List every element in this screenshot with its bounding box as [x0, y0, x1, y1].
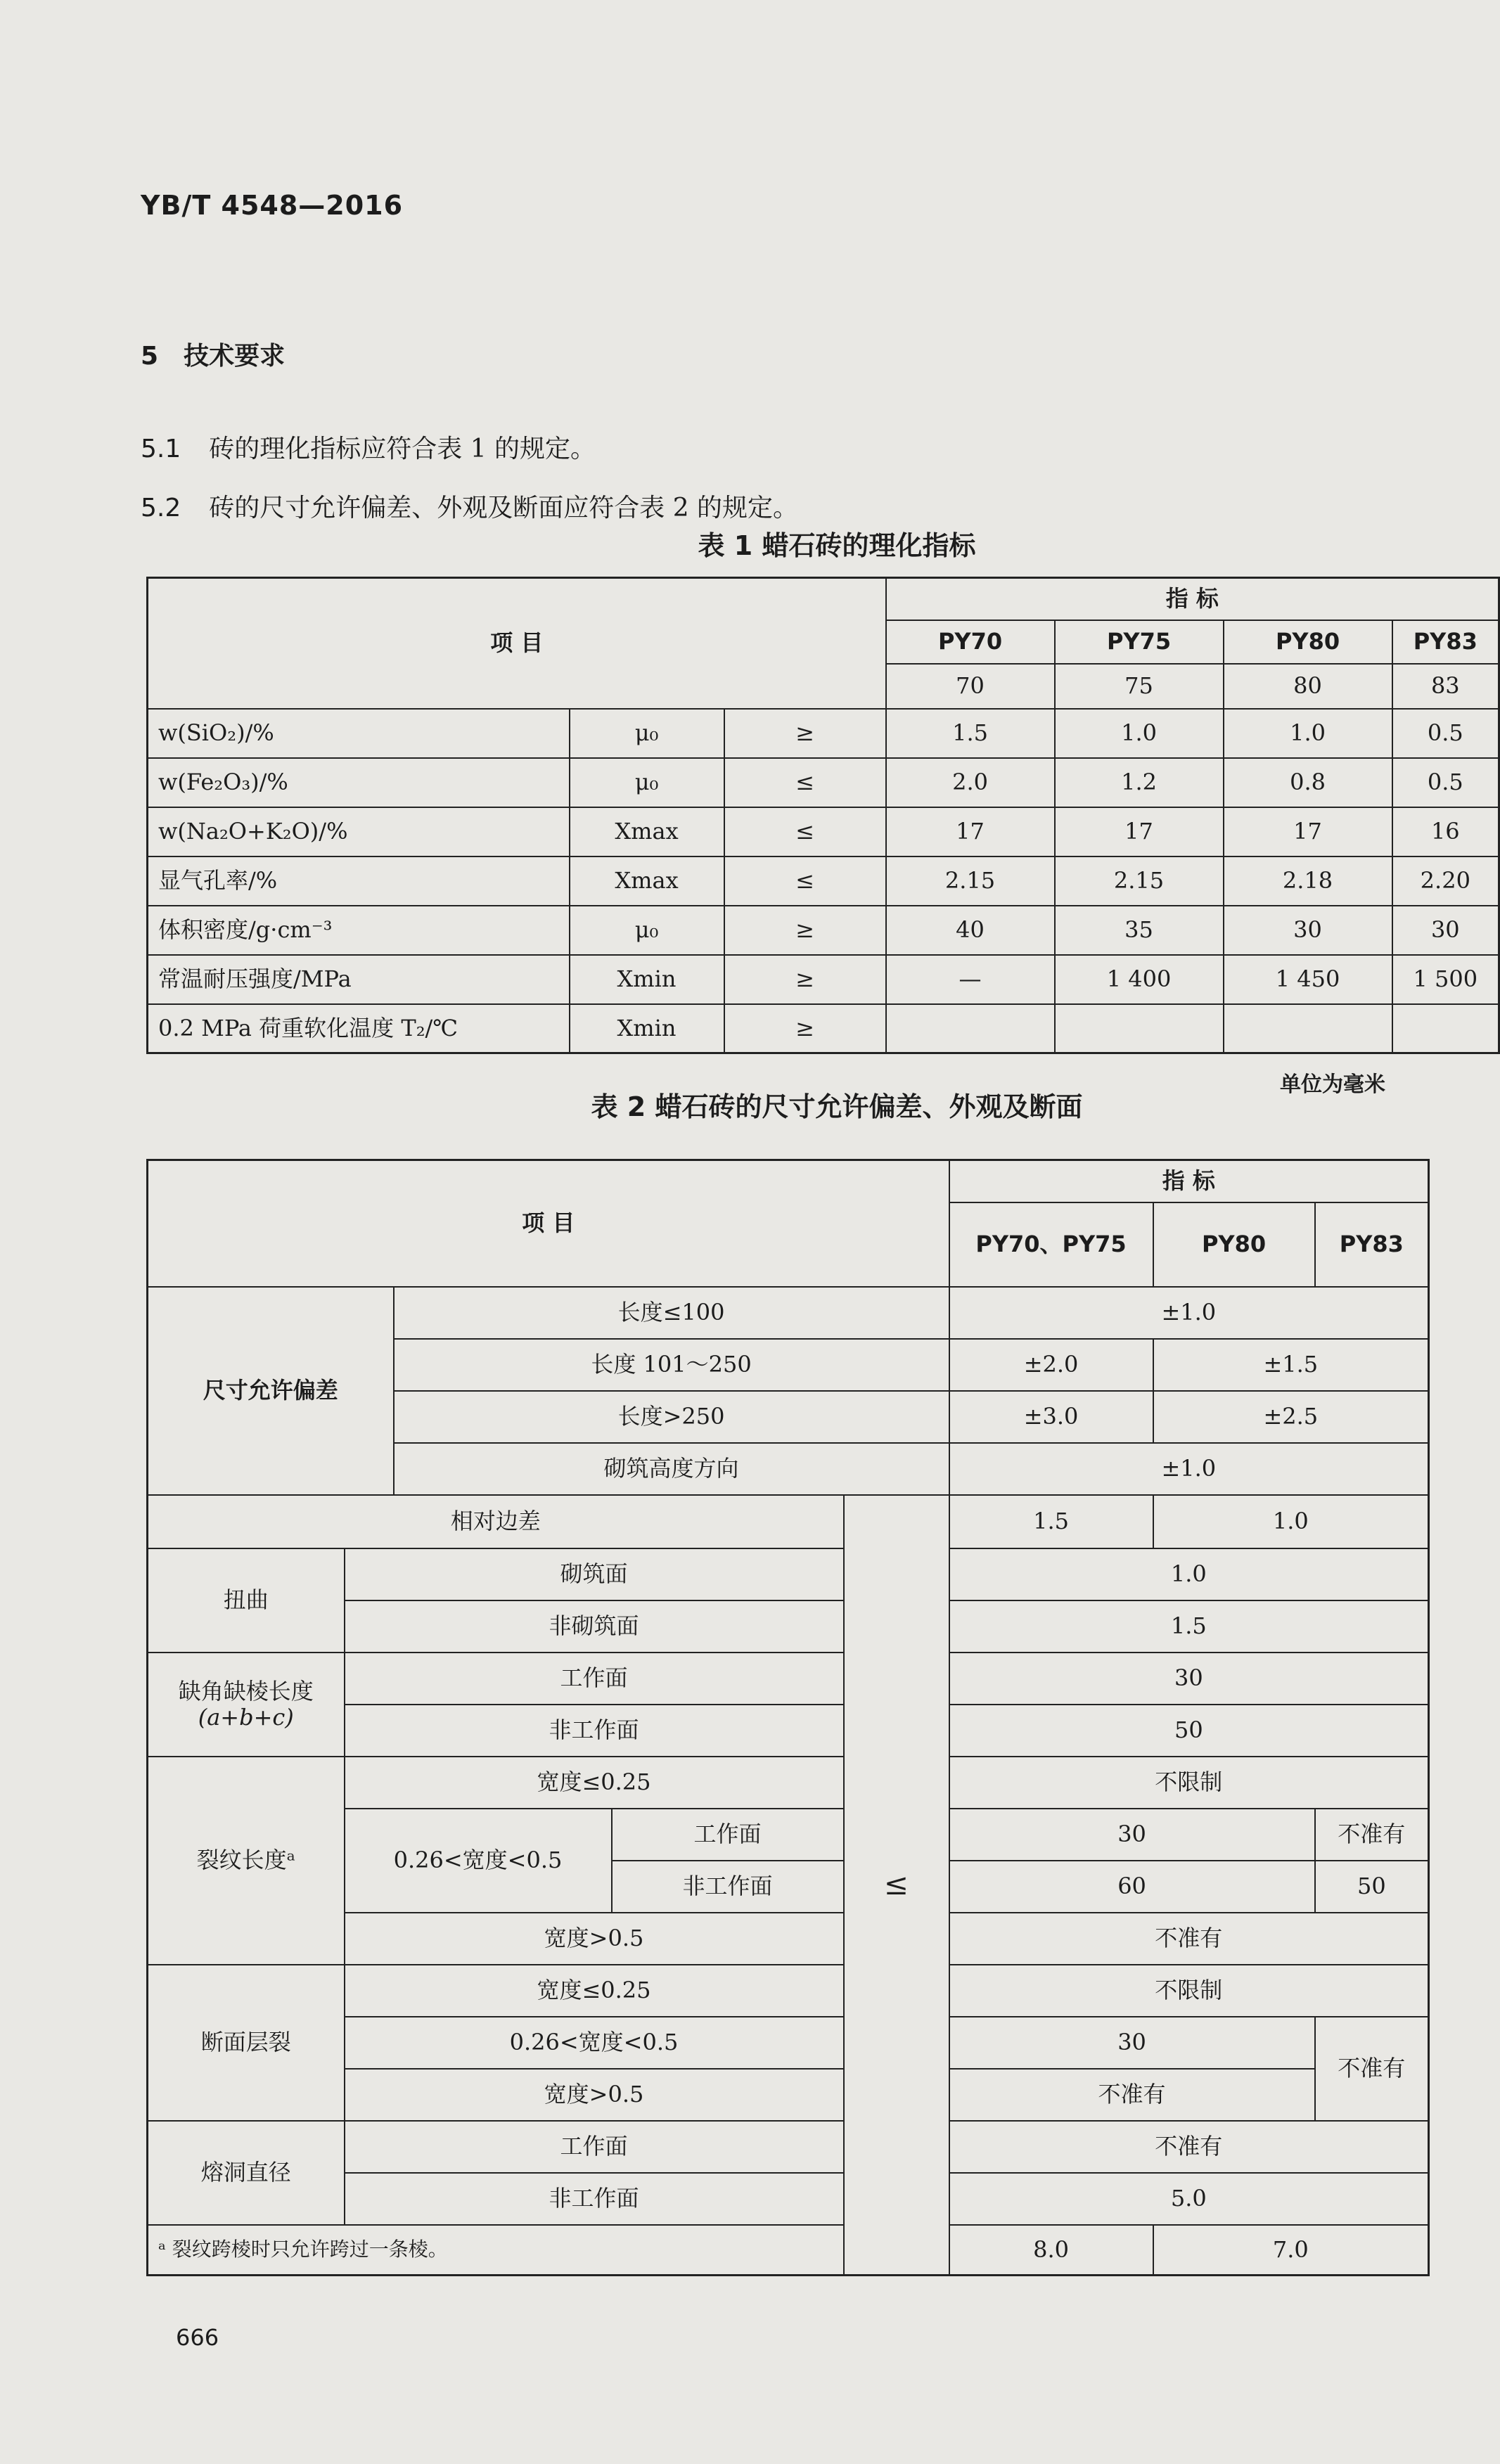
t1-cell: 1.5: [886, 709, 1055, 758]
t1-cell: 0.5: [1392, 709, 1499, 758]
page-number: 666: [176, 2324, 219, 2351]
t1-cell: 2.15: [886, 856, 1055, 906]
t2-value: 30: [949, 1809, 1315, 1861]
t2-value: ±2.0: [949, 1339, 1153, 1391]
t2-label: 相对边差: [148, 1495, 844, 1548]
t2-value: 5.0: [949, 2173, 1429, 2225]
t2-value: ±2.5: [1153, 1391, 1429, 1443]
t2-header-indicator: 指 标: [949, 1160, 1429, 1202]
t1-cell: [886, 1004, 1055, 1053]
table2-caption: 表 2 蜡石砖的尺寸允许偏差、外观及断面: [591, 1091, 1083, 1122]
t2-value: 50: [1315, 1861, 1429, 1913]
t1-item: 体积密度/g·cm⁻³: [148, 906, 570, 955]
t2-grade: PY70、PY75: [949, 1202, 1153, 1287]
t2-label: 工作面: [345, 1653, 844, 1705]
table-row: [148, 758, 1499, 807]
t2-value: 30: [949, 2017, 1315, 2069]
t1-cell: 2.0: [886, 758, 1055, 807]
t1-cell: 16: [1392, 807, 1499, 856]
t2-value: 1.0: [949, 1548, 1429, 1600]
t2-value: 不限制: [949, 1965, 1429, 2017]
table-row: [148, 709, 1499, 758]
table1-caption: 表 1 蜡石砖的理化指标: [698, 530, 976, 561]
t1-symbol: Xmin: [570, 955, 724, 1004]
table2-dimensions-appearance: [146, 1159, 1430, 2276]
t1-symbol: μ₀: [570, 709, 724, 758]
t2-value: ±1.5: [1153, 1339, 1429, 1391]
t2-label: 砌筑高度方向: [394, 1443, 949, 1495]
clause-text: 砖的理化指标应符合表 1 的规定。: [209, 435, 596, 463]
t1-item: w(SiO₂)/%: [148, 709, 570, 758]
t2-group-melt: 熔洞直径: [148, 2121, 345, 2225]
t2-label: 宽度≤0.25: [345, 1965, 844, 2017]
clause-number: 5.1: [141, 435, 181, 463]
t1-cell: 1.0: [1224, 709, 1392, 758]
t1-item: 常温耐压强度/MPa: [148, 955, 570, 1004]
t1-symbol: Xmax: [570, 807, 724, 856]
t1-item: 显气孔率/%: [148, 856, 570, 906]
t2-value: 不准有: [1315, 2017, 1429, 2121]
t1-relation: ≤: [724, 807, 886, 856]
t2-value: 不准有: [949, 2121, 1429, 2173]
t2-label: 非工作面: [345, 2173, 844, 2225]
t1-relation: ≤: [724, 856, 886, 906]
t1-item: w(Fe₂O₃)/%: [148, 758, 570, 807]
t1-cell: 40: [886, 906, 1055, 955]
t2-value: 1.5: [949, 1495, 1153, 1548]
t1-cell: 2.18: [1224, 856, 1392, 906]
t2-label: 工作面: [612, 1809, 844, 1861]
t2-value: 1.0: [1153, 1495, 1429, 1548]
t2-label: 工作面: [345, 2121, 844, 2173]
t2-label: 长度≤100: [394, 1287, 949, 1339]
table-row: [148, 955, 1499, 1004]
table-row: [148, 2225, 1429, 2276]
t2-value: 1.5: [949, 1600, 1429, 1653]
t1-cell: 2.20: [1392, 856, 1499, 906]
t1-symbol: μ₀: [570, 758, 724, 807]
t1-cell: 0.8: [1224, 758, 1392, 807]
t1-cell: 1.2: [1055, 758, 1224, 807]
t1-cell: 1 450: [1224, 955, 1392, 1004]
t1-cell: 75: [1055, 664, 1224, 709]
table-row: [148, 807, 1499, 856]
clause-5-2: [141, 488, 798, 524]
t1-cell: 80: [1224, 664, 1392, 709]
table-row: [148, 1757, 1429, 1809]
t1-cell: 0.5: [1392, 758, 1499, 807]
t1-cell: 2.15: [1055, 856, 1224, 906]
table-row: [148, 1287, 1429, 1339]
table-row: [148, 1548, 1429, 1600]
t2-relation: ≤: [844, 1495, 949, 2276]
t2-group-twist: 扭曲: [148, 1548, 345, 1653]
t2-label: 宽度>0.5: [345, 1913, 844, 1965]
t2-label: 长度 101～250: [394, 1339, 949, 1391]
t2-value: 不准有: [1315, 1809, 1429, 1861]
t1-cell: 70: [886, 664, 1055, 709]
t1-cell: 35: [1055, 906, 1224, 955]
t1-grade: PY83: [1392, 620, 1499, 664]
t2-header-item: 项 目: [148, 1160, 949, 1287]
t1-symbol: Xmin: [570, 1004, 724, 1053]
table-row: [148, 906, 1499, 955]
t1-item: 0.2 MPa 荷重软化温度 T₂/℃: [148, 1004, 570, 1053]
clause-number: 5.2: [141, 494, 181, 522]
table-row: [148, 1495, 1429, 1548]
t2-label: 宽度≤0.25: [345, 1757, 844, 1809]
table-row: [148, 1004, 1499, 1053]
t2-label: 非工作面: [345, 1705, 844, 1757]
t2-label: 非砌筑面: [345, 1600, 844, 1653]
section-title-text: 技术要求: [184, 342, 286, 371]
t2-group-crack: 裂纹长度ᵃ: [148, 1757, 345, 1965]
t1-relation: ≤: [724, 758, 886, 807]
t2-label: 0.26<宽度<0.5: [345, 1809, 612, 1913]
t2-label: 非工作面: [612, 1861, 844, 1913]
table-row: [148, 856, 1499, 906]
table2-unit-note: 单位为毫米: [1280, 1072, 1385, 1097]
t1-cell: —: [886, 955, 1055, 1004]
section-number: 5: [141, 342, 159, 371]
clause-5-1: [141, 429, 596, 465]
t2-footnote: ᵃ 裂纹跨棱时只允许跨过一条棱。: [148, 2225, 949, 2276]
t2-group-lamination: 断面层裂: [148, 1965, 345, 2121]
t2-value: 不限制: [949, 1757, 1429, 1809]
t1-grade: PY70: [886, 620, 1055, 664]
t2-grade: PY83: [1315, 1202, 1429, 1287]
t2-group-dimension: 尺寸允许偏差: [148, 1287, 394, 1495]
t1-cell: 1 500: [1392, 955, 1499, 1004]
t2-value: 不准有: [949, 1913, 1429, 1965]
section-heading: [141, 336, 285, 372]
t1-cell: 17: [1224, 807, 1392, 856]
t1-relation: ≥: [724, 955, 886, 1004]
t1-cell: 30: [1224, 906, 1392, 955]
t2-grade: PY80: [1153, 1202, 1315, 1287]
t2-chip-label: 缺角缺棱长度: [178, 1677, 314, 1705]
t2-label: 长度>250: [394, 1391, 949, 1443]
t1-cell: 17: [886, 807, 1055, 856]
t2-value: 30: [949, 1653, 1429, 1705]
t1-cell: [1224, 1004, 1392, 1053]
t1-relation: ≥: [724, 709, 886, 758]
t1-cell: [1392, 1004, 1499, 1053]
t2-value: 8.0: [949, 2225, 1153, 2276]
t2-group-chip: [148, 1653, 345, 1757]
t1-header-indicator: 指 标: [886, 578, 1499, 620]
t2-value: 60: [949, 1861, 1315, 1913]
t1-cell: 1.0: [1055, 709, 1224, 758]
t2-value: 7.0: [1153, 2225, 1429, 2276]
t1-cell: 1 400: [1055, 955, 1224, 1004]
t1-cell: 17: [1055, 807, 1224, 856]
t2-label: 0.26<宽度<0.5: [345, 2017, 844, 2069]
t2-value: ±3.0: [949, 1391, 1153, 1443]
table-row: [148, 1965, 1429, 2017]
t2-label: 砌筑面: [345, 1548, 844, 1600]
t2-value: ±1.0: [949, 1287, 1429, 1339]
t2-value: ±1.0: [949, 1443, 1429, 1495]
t1-grade: PY75: [1055, 620, 1224, 664]
t1-symbol: μ₀: [570, 906, 724, 955]
t2-value: 50: [949, 1705, 1429, 1757]
t1-grade: PY80: [1224, 620, 1392, 664]
t1-relation: ≥: [724, 906, 886, 955]
t1-header-item: 项 目: [148, 578, 886, 709]
standard-code: YB/T 4548—2016: [141, 190, 404, 221]
t1-relation: ≥: [724, 1004, 886, 1053]
t2-chip-sub: (a+b+c): [198, 1703, 294, 1731]
clause-text: 砖的尺寸允许偏差、外观及断面应符合表 2 的规定。: [209, 494, 799, 522]
t1-cell: 83: [1392, 664, 1499, 709]
t1-symbol: Xmax: [570, 856, 724, 906]
table-row: [148, 2121, 1429, 2173]
table1-physicochemical: [146, 577, 1500, 1054]
t1-cell: 30: [1392, 906, 1499, 955]
table-row: [148, 1653, 1429, 1705]
t2-label: 宽度>0.5: [345, 2069, 844, 2121]
t1-item: w(Na₂O+K₂O)/%: [148, 807, 570, 856]
t2-value: 不准有: [949, 2069, 1315, 2121]
t1-cell: [1055, 1004, 1224, 1053]
